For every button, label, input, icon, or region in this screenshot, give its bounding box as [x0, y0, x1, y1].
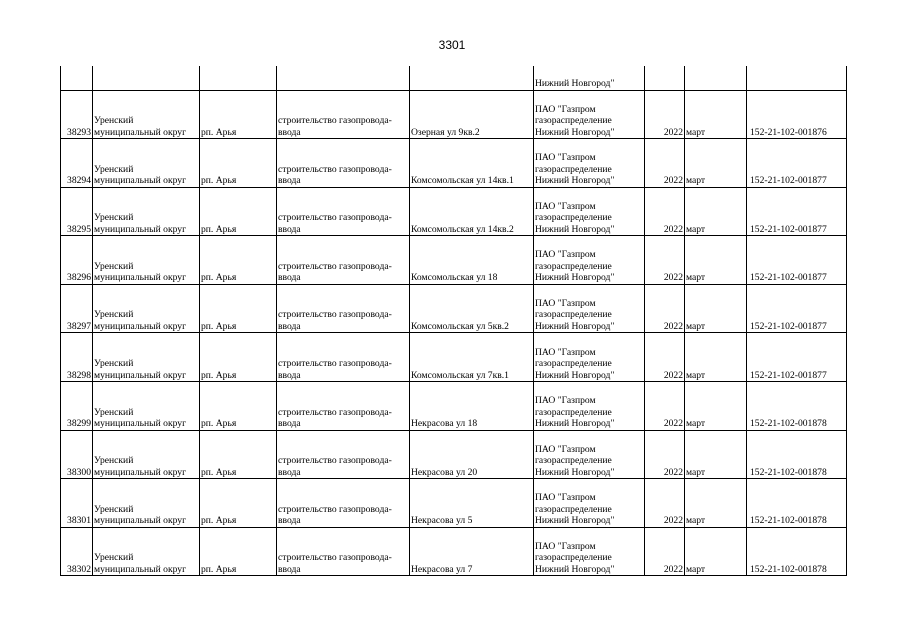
- cell-settlement: [200, 187, 277, 236]
- cell-text-org-l3: Нижний Новгород": [535, 563, 615, 575]
- cell-text-settlement: рп. Арья: [201, 175, 237, 187]
- cell-text-year: 2022: [663, 126, 683, 138]
- cell-text-work-l1: строительство газопровода-: [278, 115, 392, 127]
- cell-text-org-l3: Нижний Новгород": [535, 515, 615, 527]
- cell-text-code: 152-21-102-001878: [750, 563, 827, 575]
- cell-text-district-l1: Уренский: [94, 358, 134, 370]
- cell-work: [277, 236, 410, 285]
- cell-text-district-l2: муниципальный округ: [94, 515, 187, 527]
- cell-text-work-l1: строительство газопровода-: [278, 163, 392, 175]
- cell-address: [410, 90, 534, 139]
- cell-text-work-l2: ввода: [278, 320, 301, 332]
- cell-num: [61, 430, 93, 479]
- cell-district: [93, 479, 200, 528]
- cell-num: [61, 187, 93, 236]
- table-row: [61, 236, 847, 285]
- cell-text-org-l1: ПАО "Газпром: [535, 297, 596, 309]
- cell-text-org-l2: газораспределение: [535, 552, 612, 564]
- cell-text-code: 152-21-102-001877: [750, 272, 827, 284]
- cell-num: [61, 382, 93, 431]
- cell-text-year: 2022: [663, 515, 683, 527]
- cell-num: [61, 479, 93, 528]
- cell-text-code: 152-21-102-001877: [750, 175, 827, 187]
- cell-text-settlement: рп. Арья: [201, 418, 237, 430]
- cell-text-org-l3: Нижний Новгород": [535, 320, 615, 332]
- cell-text-district-l1: Уренский: [94, 406, 134, 418]
- cell-month: [685, 139, 747, 188]
- cell-text-district-l2: муниципальный округ: [94, 272, 187, 284]
- cell-text-district-l2: муниципальный округ: [94, 126, 187, 138]
- cell-settlement: [200, 333, 277, 382]
- cell-text-year: 2022: [663, 223, 683, 235]
- cell-text-district-l1: Уренский: [94, 455, 134, 467]
- cell-year: [645, 382, 685, 431]
- cell-text-num: 38301: [67, 515, 91, 527]
- cell-text-num: 38302: [67, 563, 91, 575]
- cell-text-address: Комсомольская ул 14кв.1: [411, 175, 514, 187]
- cell-text-month: март: [686, 466, 706, 478]
- cell-text-address: Некрасова ул 18: [411, 418, 478, 430]
- cell-work: [277, 479, 410, 528]
- cell-text-code: 152-21-102-001877: [750, 369, 827, 381]
- cell-text-month: март: [686, 563, 706, 575]
- cell-text-org-l3: Нижний Новгород": [535, 272, 615, 284]
- cell-year: [645, 430, 685, 479]
- cell-num: [61, 284, 93, 333]
- cell-text-address: Комсомольская ул 7кв.1: [411, 369, 509, 381]
- cell-text-org-l3: Нижний Новгород": [535, 466, 615, 478]
- cell-text-num: 38296: [67, 272, 91, 284]
- cell-text-work-l1: строительство газопровода-: [278, 358, 392, 370]
- cell-num: [61, 90, 93, 139]
- org-tail: Нижний Новгород": [535, 78, 615, 89]
- cell-work: [277, 382, 410, 431]
- cell-text-district-l2: муниципальный округ: [94, 369, 187, 381]
- cell-text-settlement: рп. Арья: [201, 466, 237, 478]
- cell-text-settlement: рп. Арья: [201, 126, 237, 138]
- cell-year: [645, 527, 685, 576]
- cell-num: [61, 527, 93, 576]
- cell-text-org-l3: Нижний Новгород": [535, 369, 615, 381]
- cell-work: [277, 333, 410, 382]
- cell-address: [410, 527, 534, 576]
- cell-text-settlement: рп. Арья: [201, 515, 237, 527]
- cell-month: [685, 284, 747, 333]
- cell-district: [93, 382, 200, 431]
- cell-org: [534, 90, 645, 139]
- table-row: [61, 187, 847, 236]
- cell-settlement: [200, 139, 277, 188]
- cell-text-num: 38294: [67, 175, 91, 187]
- cell-address: [410, 284, 534, 333]
- cell-text-work-l2: ввода: [278, 466, 301, 478]
- cell-text-district-l1: Уренский: [94, 212, 134, 224]
- cell-text-code: 152-21-102-001877: [750, 320, 827, 332]
- cell-text-num: 38295: [67, 223, 91, 235]
- cell-district: [93, 430, 200, 479]
- cell-text-work-l2: ввода: [278, 515, 301, 527]
- cell-settlement: [200, 430, 277, 479]
- cell-text-num: 38299: [67, 418, 91, 430]
- cell-text-month: март: [686, 126, 706, 138]
- cell-text-work-l1: строительство газопровода-: [278, 552, 392, 564]
- cell-text-district-l1: Уренский: [94, 552, 134, 564]
- cell-text-settlement: рп. Арья: [201, 369, 237, 381]
- cell-address: [410, 430, 534, 479]
- cell-text-org-l1: ПАО "Газпром: [535, 249, 596, 261]
- cell-month: [685, 66, 747, 90]
- cell-text-org-l1: ПАО "Газпром: [535, 492, 596, 504]
- cell-text-year: 2022: [663, 175, 683, 187]
- cell-text-address: Комсомольская ул 14кв.2: [411, 223, 514, 235]
- cell-code: [747, 430, 847, 479]
- cell-address: [410, 187, 534, 236]
- cell-text-org-l2: газораспределение: [535, 260, 612, 272]
- table-row: [61, 139, 847, 188]
- cell-text-work-l1: строительство газопровода-: [278, 309, 392, 321]
- cell-text-month: март: [686, 515, 706, 527]
- cell-text-month: март: [686, 369, 706, 381]
- cell-text-num: 38297: [67, 320, 91, 332]
- table-row: [61, 333, 847, 382]
- cell-code: [747, 527, 847, 576]
- cell-text-settlement: рп. Арья: [201, 563, 237, 575]
- cell-text-org-l2: газораспределение: [535, 358, 612, 370]
- cell-text-address: Некрасова ул 20: [411, 466, 478, 478]
- cell-year: [645, 284, 685, 333]
- cell-text-district-l2: муниципальный округ: [94, 466, 187, 478]
- cell-text-settlement: рп. Арья: [201, 320, 237, 332]
- cell-address: [410, 479, 534, 528]
- cell-text-work-l1: строительство газопровода-: [278, 455, 392, 467]
- cell-settlement: [200, 479, 277, 528]
- cell-year: [645, 333, 685, 382]
- cell-year: [645, 479, 685, 528]
- cell-month: [685, 187, 747, 236]
- cell-work: [277, 90, 410, 139]
- cell-text-work-l1: строительство газопровода-: [278, 212, 392, 224]
- cell-text-address: Некрасова ул 5: [411, 515, 473, 527]
- cell-text-org-l2: газораспределение: [535, 455, 612, 467]
- cell-district: [93, 187, 200, 236]
- cell-text-settlement: рп. Арья: [201, 272, 237, 284]
- cell-text-org-l2: газораспределение: [535, 406, 612, 418]
- cell-district: [93, 527, 200, 576]
- cell-district: [93, 284, 200, 333]
- cell-text-month: март: [686, 272, 706, 284]
- cell-month: [685, 90, 747, 139]
- cell-address: [410, 382, 534, 431]
- cell-address: [410, 333, 534, 382]
- cell-text-address: Озерная ул 9кв.2: [411, 126, 480, 138]
- cell-text-month: март: [686, 418, 706, 430]
- cell-text-code: 152-21-102-001876: [750, 126, 827, 138]
- cell-text-org-l3: Нижний Новгород": [535, 126, 615, 138]
- cell-text-district-l2: муниципальный округ: [94, 563, 187, 575]
- cell-year: [645, 90, 685, 139]
- table-row: [61, 430, 847, 479]
- cell-settlement: [200, 527, 277, 576]
- table-row: [61, 479, 847, 528]
- cell-text-year: 2022: [663, 369, 683, 381]
- cell-text-org-l1: ПАО "Газпром: [535, 346, 596, 358]
- cell-text-work-l2: ввода: [278, 272, 301, 284]
- cell-year: [645, 187, 685, 236]
- cell-text-month: март: [686, 175, 706, 187]
- cell-num: [61, 236, 93, 285]
- cell-org: [534, 382, 645, 431]
- cell-text-year: 2022: [663, 320, 683, 332]
- cell-text-settlement: рп. Арья: [201, 223, 237, 235]
- cell-text-org-l1: ПАО "Газпром: [535, 443, 596, 455]
- cell-settlement: [200, 66, 277, 90]
- cell-code: [747, 382, 847, 431]
- table-row: [61, 90, 847, 139]
- cell-text-district-l1: Уренский: [94, 503, 134, 515]
- cell-address: [410, 139, 534, 188]
- continuation-row: [61, 66, 847, 90]
- cell-org: [534, 430, 645, 479]
- cell-text-work-l2: ввода: [278, 223, 301, 235]
- cell-text-work-l2: ввода: [278, 369, 301, 381]
- cell-text-org-l1: ПАО "Газпром: [535, 540, 596, 552]
- cell-org: [534, 139, 645, 188]
- cell-work: [277, 66, 410, 90]
- cell-text-year: 2022: [663, 466, 683, 478]
- cell-settlement: [200, 236, 277, 285]
- cell-text-num: 38300: [67, 466, 91, 478]
- cell-text-org-l1: ПАО "Газпром: [535, 200, 596, 212]
- cell-work: [277, 284, 410, 333]
- cell-month: [685, 236, 747, 285]
- cell-text-year: 2022: [663, 272, 683, 284]
- cell-text-org-l3: Нижний Новгород": [535, 418, 615, 430]
- cell-year: [645, 139, 685, 188]
- cell-month: [685, 430, 747, 479]
- cell-month: [685, 527, 747, 576]
- table-row: [61, 382, 847, 431]
- cell-text-org-l3: Нижний Новгород": [535, 223, 615, 235]
- cell-district: [93, 333, 200, 382]
- cell-text-work-l2: ввода: [278, 175, 301, 187]
- cell-text-district-l2: муниципальный округ: [94, 320, 187, 332]
- cell-settlement: [200, 284, 277, 333]
- cell-text-month: март: [686, 320, 706, 332]
- cell-settlement: [200, 382, 277, 431]
- cell-text-month: март: [686, 223, 706, 235]
- cell-work: [277, 139, 410, 188]
- cell-text-org-l3: Нижний Новгород": [535, 175, 615, 187]
- cell-text-district-l2: муниципальный округ: [94, 418, 187, 430]
- cell-text-district-l1: Уренский: [94, 309, 134, 321]
- cell-code: [747, 90, 847, 139]
- cell-org: [534, 66, 645, 90]
- cell-text-code: 152-21-102-001878: [750, 418, 827, 430]
- cell-month: [685, 333, 747, 382]
- cell-text-work-l1: строительство газопровода-: [278, 260, 392, 272]
- cell-num: [61, 139, 93, 188]
- cell-code: [747, 333, 847, 382]
- cell-org: [534, 479, 645, 528]
- table-row: [61, 284, 847, 333]
- cell-text-work-l2: ввода: [278, 126, 301, 138]
- cell-text-year: 2022: [663, 563, 683, 575]
- cell-text-work-l2: ввода: [278, 563, 301, 575]
- cell-text-work-l2: ввода: [278, 418, 301, 430]
- page-number: 3301: [438, 38, 466, 52]
- cell-work: [277, 430, 410, 479]
- cell-text-org-l2: газораспределение: [535, 309, 612, 321]
- cell-text-org-l2: газораспределение: [535, 212, 612, 224]
- cell-code: [747, 479, 847, 528]
- cell-text-district-l1: Уренский: [94, 115, 134, 127]
- cell-org: [534, 333, 645, 382]
- cell-district: [93, 139, 200, 188]
- cell-text-work-l1: строительство газопровода-: [278, 503, 392, 515]
- cell-org: [534, 236, 645, 285]
- cell-text-org-l2: газораспределение: [535, 163, 612, 175]
- cell-work: [277, 187, 410, 236]
- cell-text-district-l1: Уренский: [94, 260, 134, 272]
- cell-text-address: Комсомольская ул 18: [411, 272, 498, 284]
- cell-text-address: Комсомольская ул 5кв.2: [411, 320, 509, 332]
- cell-address: [410, 236, 534, 285]
- cell-text-year: 2022: [663, 418, 683, 430]
- cell-text-district-l1: Уренский: [94, 163, 134, 175]
- cell-text-address: Некрасова ул 7: [411, 563, 473, 575]
- cell-text-district-l2: муниципальный округ: [94, 223, 187, 235]
- cell-text-org-l1: ПАО "Газпром: [535, 152, 596, 164]
- cell-text-work-l1: строительство газопровода-: [278, 406, 392, 418]
- gasification-registry-table: [60, 66, 847, 576]
- cell-num: [61, 66, 93, 90]
- cell-text-org-l2: газораспределение: [535, 115, 612, 127]
- cell-year: [645, 66, 685, 90]
- cell-month: [685, 479, 747, 528]
- cell-work: [277, 527, 410, 576]
- cell-code: [747, 236, 847, 285]
- cell-text-org-l2: газораспределение: [535, 503, 612, 515]
- cell-text-org-l1: ПАО "Газпром: [535, 103, 596, 115]
- cell-month: [685, 382, 747, 431]
- cell-district: [93, 90, 200, 139]
- cell-text-num: 38293: [67, 126, 91, 138]
- cell-text-code: 152-21-102-001877: [750, 223, 827, 235]
- cell-text-code: 152-21-102-001878: [750, 466, 827, 478]
- cell-text-code: 152-21-102-001878: [750, 515, 827, 527]
- cell-text-org-l1: ПАО "Газпром: [535, 395, 596, 407]
- cell-org: [534, 187, 645, 236]
- cell-num: [61, 333, 93, 382]
- cell-code: [747, 139, 847, 188]
- cell-org: [534, 284, 645, 333]
- cell-address: [410, 66, 534, 90]
- cell-text-num: 38298: [67, 369, 91, 381]
- cell-district: [93, 66, 200, 90]
- cell-code: [747, 284, 847, 333]
- cell-code: [747, 66, 847, 90]
- cell-code: [747, 187, 847, 236]
- cell-text-district-l2: муниципальный округ: [94, 175, 187, 187]
- cell-org: [534, 527, 645, 576]
- table-row: [61, 527, 847, 576]
- cell-year: [645, 236, 685, 285]
- cell-settlement: [200, 90, 277, 139]
- cell-district: [93, 236, 200, 285]
